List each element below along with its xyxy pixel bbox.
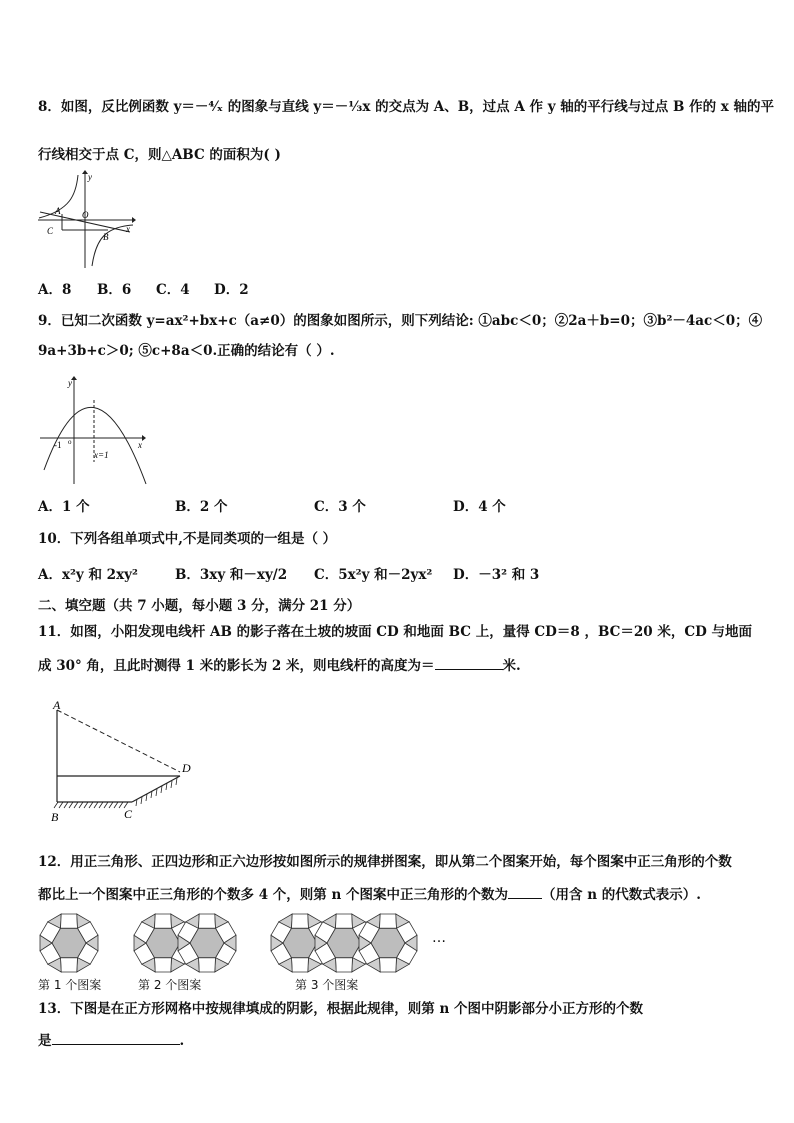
q10-option-b: B．3xy 和－xy/2 (175, 567, 288, 583)
q9-line1: 9．已知二次函数 y=ax²+bx+c（a≠0）的图象如图所示，则下列结论: ①abc＜0；②2a＋b=0；③b²－4ac＜0；④ (38, 313, 763, 329)
q11-line2-text: 成 30° 角，且此时测得 1 米的影长为 2 米，则电线杆的高度为＝ (38, 658, 435, 674)
q10-option-d: D．－3² 和 3 (453, 567, 540, 583)
q11-answer-blank[interactable] (435, 655, 503, 670)
q8-figure (36, 170, 136, 270)
q11-line2 (38, 655, 521, 675)
q11-line1: 11．如图，小阳发现电线杆 AB 的影子落在土坡的坡面 CD 和地面 BC 上，量得 CD＝8 ，BC＝20 米，CD 与地面 (38, 624, 753, 640)
q10-option-c: C．5x²y 和－2yx² (314, 567, 433, 583)
q12-line2-end: （用含 n 的代数式表示）. (542, 887, 701, 903)
q8-fig-o: O (82, 210, 89, 220)
q8-line2: 行线相交于点 C，则△ABC 的面积为( ) (38, 147, 281, 163)
q12-ellipsis: … (432, 930, 446, 946)
tile-square (199, 914, 216, 928)
q13-end: . (179, 1033, 185, 1049)
q12-line2 (38, 884, 701, 904)
tile-square (380, 914, 397, 928)
tile-square (61, 958, 78, 972)
q9-fig-o: o (68, 438, 72, 446)
tile-square (292, 958, 309, 972)
q8-option-c: C．4 (156, 282, 190, 298)
q10-option-a: A．x²y 和 2xy² (38, 567, 138, 583)
q12-line2-text: 都比上一个图案中正三角形的个数多 4 个，则第 n 个图案中正三角形的个数为 (38, 887, 509, 903)
q13-answer-blank[interactable] (52, 1030, 180, 1045)
tile-square (61, 914, 78, 928)
q8-fig-c: C (47, 226, 54, 236)
q12-pattern-figure (36, 910, 456, 976)
q12-caption-2: 第 2 个图案 (138, 978, 202, 992)
q11-figure (48, 698, 191, 825)
q8-option-d: D．2 (214, 282, 249, 298)
tile-square (199, 958, 216, 972)
q11-fig-d: D (182, 761, 191, 775)
q11-fig-c: C (124, 807, 133, 821)
tile-square (155, 958, 172, 972)
q8-option-b: B．6 (97, 282, 132, 298)
tile-square (380, 958, 397, 972)
q12-caption-3: 第 3 个图案 (295, 978, 359, 992)
q8-fig-a: A (55, 206, 61, 216)
tile-square (155, 914, 172, 928)
q9-option-d: D．4 个 (453, 499, 506, 515)
q9-option-b: B．2 个 (175, 499, 228, 515)
q8-line1: 8．如图，反比例函数 y＝－⁴⁄ₓ 的图象与直线 y＝－¹⁄₃x 的交点为 A、B，过点 A 作 y 轴的平行线与过点 B 作的 x 轴的平 (38, 99, 775, 115)
q9-fig-y: y (68, 378, 72, 388)
q13-line2 (38, 1030, 184, 1050)
q9-option-a: A．1 个 (38, 499, 90, 515)
q8-fig-b: B (103, 232, 109, 242)
q12-line1: 12．用正三角形、正四边形和正六边形按如图所示的规律拼图案，即从第二个图案开始，每个图案中正三角形的个数 (38, 854, 732, 870)
tile-square (292, 914, 309, 928)
q9-line2: 9a+3b+c＞0; ⑤c+8a＜0.正确的结论有（ ）. (38, 343, 335, 359)
q12-caption-1: 第 1 个图案 (38, 978, 102, 992)
q13-line2-text: 是 (38, 1033, 52, 1049)
q11-line2-unit: 米. (502, 658, 521, 674)
q8-fig-y: y (88, 172, 92, 182)
q12-answer-blank[interactable] (508, 884, 542, 899)
q9-option-c: C．3 个 (314, 499, 366, 515)
q8-option-a: A．8 (38, 282, 72, 298)
q9-fig-axis: x=1 (94, 450, 109, 460)
q9-figure (38, 374, 150, 486)
q8-fig-x: x (126, 224, 130, 234)
q11-fig-a: A (53, 698, 61, 712)
tile-square (336, 914, 353, 928)
q9-fig-neg1: -1 (54, 440, 62, 450)
q9-fig-x: x (138, 440, 142, 450)
q10-line1: 10．下列各组单项式中,不是同类项的一组是（ ） (38, 531, 337, 547)
q11-fig-b: B (51, 810, 59, 824)
section-heading: 二、填空题（共 7 小题，每小题 3 分，满分 21 分） (38, 598, 361, 614)
q13-line1: 13．下图是在正方形网格中按规律填成的阴影，根据此规律，则第 n 个图中阴影部分小正方形的个数 (38, 1001, 644, 1017)
tile-square (336, 958, 353, 972)
